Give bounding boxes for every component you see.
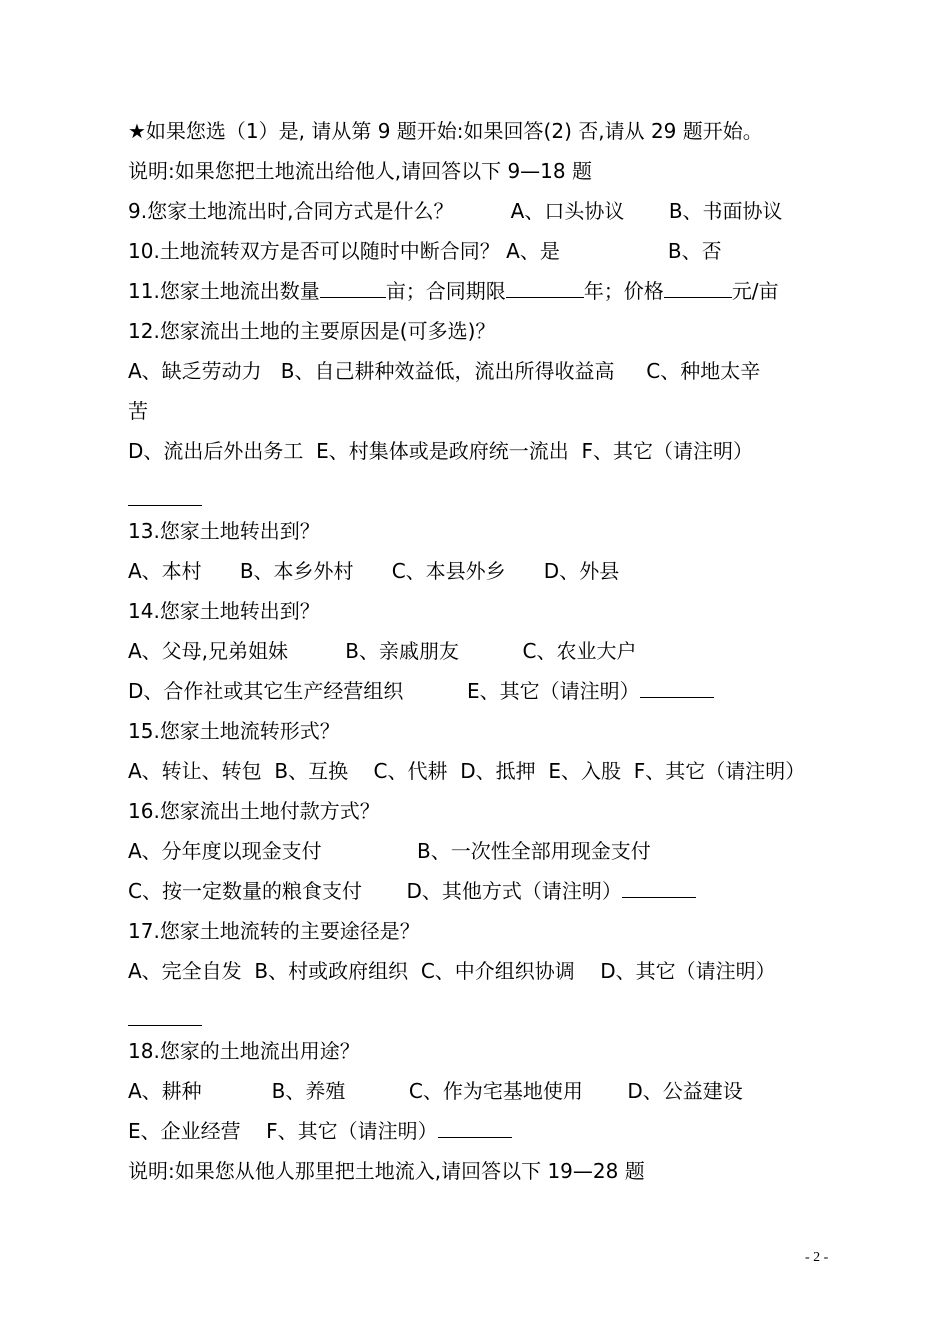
question-14: 14.您家土地转出到？ <box>128 599 320 623</box>
q18-options-text: E、企业经营 F、其它（请注明） <box>128 1119 438 1143</box>
question-18: 18.您家的土地流出用途？ <box>128 1039 360 1063</box>
q14-options-text: D、合作社或其它生产经营组织 E、其它（请注明） <box>128 679 640 703</box>
question-16-options-a: A、分年度以现金支付 B、一次性全部用现金支付 <box>128 839 651 863</box>
question-10: 10.土地流转双方是否可以随时中断合同？ A、是 B、否 <box>128 239 722 263</box>
question-15: 15.您家土地流转形式？ <box>128 719 340 743</box>
q11-part-term: 亩；合同期限 <box>385 279 506 303</box>
fill-blank[interactable] <box>320 279 386 298</box>
question-9: 9.您家土地流出时,合同方式是什么？ A、口头协议 B、书面协议 <box>128 199 783 223</box>
question-14-options-a: A、父母,兄弟姐妹 B、亲戚朋友 C、农业大户 <box>128 639 637 663</box>
question-17-options: A、完全自发 B、村或政府组织 C、中介组织协调 D、其它（请注明） <box>128 959 776 983</box>
question-14-options-b <box>128 678 714 704</box>
page-number: - 2 - <box>805 1250 829 1265</box>
question-13: 13.您家土地转出到？ <box>128 519 320 543</box>
fill-blank[interactable] <box>438 1119 512 1138</box>
fill-blank[interactable] <box>664 279 732 298</box>
question-12: 12.您家流出土地的主要原因是(可多选)？ <box>128 319 496 343</box>
q11-part-quantity: 11.您家土地流出数量 <box>128 279 320 303</box>
question-18-options-a: A、耕种 B、养殖 C、作为宅基地使用 D、公益建设 <box>128 1079 743 1103</box>
question-11 <box>128 278 779 304</box>
fill-blank[interactable] <box>128 487 202 506</box>
fill-blank[interactable] <box>128 1007 202 1026</box>
q16-options-text: C、按一定数量的粮食支付 D、其他方式（请注明） <box>128 879 622 903</box>
question-16: 16.您家流出土地付款方式？ <box>128 799 380 823</box>
section-note: 说明:如果您把土地流出给他人,请回答以下 9—18 题 <box>128 159 592 183</box>
fill-blank-line[interactable] <box>128 486 202 512</box>
question-13-options: A、本村 B、本乡外村 C、本县外乡 D、外县 <box>128 559 620 583</box>
q11-part-price: 年；价格 <box>583 279 664 303</box>
question-12-options-b: D、流出后外出务工 E、村集体或是政府统一流出 F、其它（请注明） <box>128 439 753 463</box>
instruction-line: ★如果您选（1）是, 请从第 9 题开始:如果回答(2) 否,请从 29 题开始。 <box>128 119 763 143</box>
fill-blank-line[interactable] <box>128 1006 202 1032</box>
fill-blank[interactable] <box>506 279 584 298</box>
question-12-options-a-cont: 苦 <box>128 399 148 423</box>
question-18-options-b <box>128 1118 512 1144</box>
question-17: 17.您家土地流转的主要途径是？ <box>128 919 420 943</box>
fill-blank[interactable] <box>622 879 696 898</box>
q11-part-unit: 元/亩 <box>731 279 779 303</box>
question-15-options: A、转让、转包 B、互换 C、代耕 D、抵押 E、入股 F、其它（请注明） <box>128 759 806 783</box>
question-16-options-b <box>128 878 696 904</box>
question-12-options-a: A、缺乏劳动力 B、自己耕种效益低，流出所得收益高 C、种地太辛 <box>128 359 761 383</box>
fill-blank[interactable] <box>640 679 714 698</box>
section-note-end: 说明:如果您从他人那里把土地流入,请回答以下 19—28 题 <box>128 1159 645 1183</box>
